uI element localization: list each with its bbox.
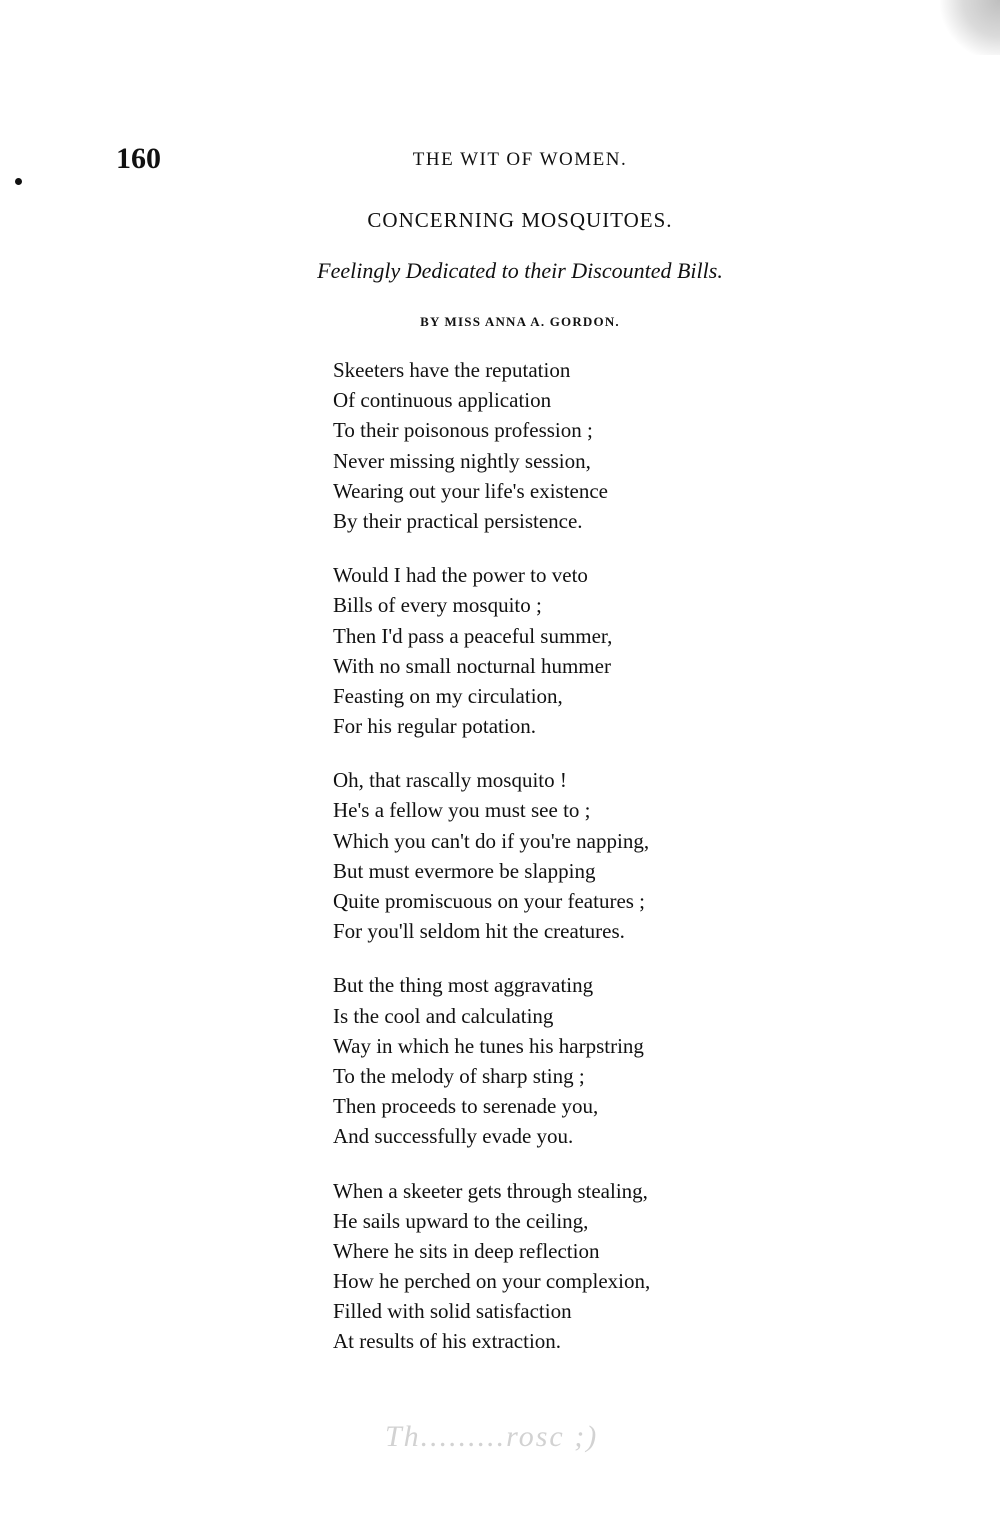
poem-line: And successfully evade you. (333, 1124, 574, 1149)
poem-title: CONCERNING MOSQUITOES. (367, 208, 673, 232)
page-corner-smudge (940, 0, 1000, 55)
poem-line: At results of his extraction. (333, 1329, 562, 1354)
poem-line: Is the cool and calculating (333, 1003, 554, 1028)
poem-line: But the thing most aggravating (333, 973, 594, 998)
stanza-1 (333, 355, 853, 536)
poem-line: But must evermore be slapping (333, 858, 596, 883)
stanza-5 (333, 1176, 853, 1357)
stanza-4 (333, 970, 853, 1151)
poem-line: Then proceeds to serenade you, (333, 1094, 599, 1119)
poem-byline: BY MISS ANNA A. GORDON. (420, 314, 620, 329)
poem-line: To their poisonous profession ; (333, 418, 593, 443)
poem-line: Quite promiscuous on your features ; (333, 889, 646, 913)
poem-line: Which you can't do if you're napping, (333, 828, 650, 853)
stanza-3 (333, 765, 853, 946)
poem-line: By their practical persistence. (333, 508, 583, 533)
poem-line: Would I had the power to veto (333, 563, 588, 588)
poem-line: He sails upward to the ceiling, (333, 1208, 589, 1233)
poem-line: Then I'd pass a peaceful summer, (333, 623, 613, 648)
poem-dedication: Feelingly Dedicated to their Discounted Bills. (317, 258, 723, 283)
poem-line: He's a fellow you must see to ; (333, 798, 591, 823)
poem-body (333, 355, 853, 1381)
poem-line: Wearing out your life's existence (333, 478, 608, 503)
poem-line: Of continuous application (333, 388, 552, 413)
poem-line: For you'll seldom hit the creatures. (333, 919, 625, 944)
running-head: THE WIT OF WOMEN. (412, 149, 628, 170)
poem-line: With no small nocturnal hummer (333, 653, 611, 678)
faded-library-stamp: Th.........rosc ;) (385, 1420, 599, 1453)
poem-line: Bills of every mosquito ; (333, 593, 542, 618)
margin-dot (15, 178, 22, 185)
page-number: 160 (116, 142, 161, 175)
poem-line: Oh, that rascally mosquito ! (333, 768, 567, 793)
poem-line: Way in which he tunes his harpstring (333, 1033, 644, 1058)
poem-line: For his regular potation. (333, 714, 536, 739)
poem-line: How he perched on your complexion, (333, 1269, 651, 1294)
poem-line: When a skeeter gets through stealing, (333, 1178, 648, 1203)
stanza-2 (333, 560, 853, 741)
poem-line: Never missing nightly session, (333, 448, 591, 473)
poem-line: Feasting on my circulation, (333, 683, 563, 708)
poem-line: Where he sits in deep reflection (333, 1238, 600, 1263)
poem-line: Skeeters have the reputation (333, 358, 571, 382)
poem-line: Filled with solid satisfaction (333, 1299, 572, 1324)
poem-line: To the melody of sharp sting ; (333, 1063, 585, 1088)
